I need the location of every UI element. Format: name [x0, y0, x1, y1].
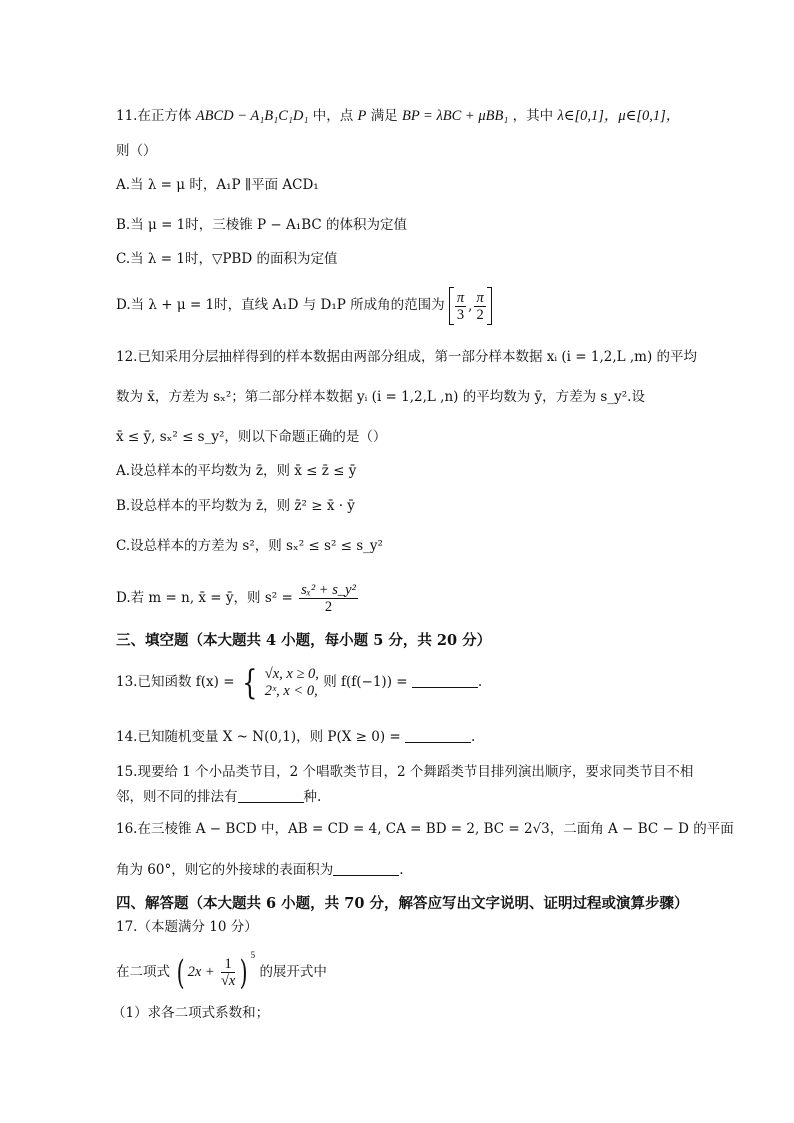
q16-text-a: 角为 60°，则它的外接球的表面积为: [116, 862, 334, 878]
q12-option-c: C.设总样本的方差为 s²，则 sₓ² ≤ s² ≤ s_y²: [116, 538, 383, 554]
q11-ranges: λ∈[0,1]，μ∈[0,1]，: [557, 108, 681, 124]
q15-answer-blank[interactable]: [238, 790, 304, 803]
section-3-heading: 三、填空题（本大题共 4 小题，每小题 5 分，共 20 分）: [116, 632, 492, 649]
q11-option-c: C.当 λ = 1时，▽PBD 的面积为定值: [116, 251, 338, 267]
q17-title: 17.（本题满分 10 分）: [116, 919, 258, 935]
q11-stem-a: 11.在正方体: [116, 108, 192, 124]
q11-then: 则（）: [116, 143, 157, 159]
q12-option-d-text: D.若 m = n, x̄ = ȳ，则 s² =: [116, 590, 293, 606]
q14-answer-blank[interactable]: [405, 730, 471, 743]
q12-line-1: 12.已知采用分层抽样得到的样本数据由两部分组成，第一部分样本数据 xᵢ (i = 1,2,L ,m) 的平均: [116, 349, 698, 365]
q11-interval-right: $\frac{\pi}{2}$: [476, 289, 484, 323]
q16-line-2: [116, 861, 404, 879]
q11-stem-b: 中，点: [312, 108, 354, 124]
q13-brace: {: [242, 662, 258, 703]
q13: 13.已知函数 f(x) = { √x, x ≥ 0, 2ˣ, x < 0, 则 f(f(−1)) = .: [116, 662, 483, 703]
q11-stem-c: 满足: [370, 108, 398, 124]
q14-text: 14.已知随机变量 X ~ N(0,1)，则 P(X ≥ 0) =: [116, 729, 401, 745]
q15-line-2: [116, 788, 321, 806]
q17-paren-open: (: [176, 952, 185, 993]
q13-text-b: 则 f(f(−1)) =: [323, 674, 408, 690]
q17-text-a: 在二项式: [116, 964, 170, 980]
q11-cube: ABCD − A₁B₁C₁D₁: [195, 108, 309, 124]
q15-text-a: 邻，则不同的排法有: [116, 789, 238, 805]
q17-fraction: $\frac{1}{√x}$: [220, 956, 236, 989]
q16-text-b: .: [399, 862, 404, 878]
q17-expression: 2x +: [187, 964, 215, 980]
q15-text-b: 种.: [303, 789, 322, 805]
q11-option-b: B.当 μ = 1时，三棱锥 P − A₁BC 的体积为定值: [116, 217, 407, 233]
q17-stem: [116, 952, 327, 992]
q13-cases: [265, 666, 319, 700]
q13-case-2: 2ˣ, x < 0,: [264, 682, 318, 699]
q17-text-b: 的展开式中: [259, 964, 327, 980]
q11-option-a: A.当 λ = μ 时，A₁P ∥平面 ACD₁: [116, 177, 319, 193]
q11-stem: [116, 107, 680, 125]
q13-case-1: √x, x ≥ 0,: [264, 665, 319, 682]
q16-line-1: 16.在三棱锥 A − BCD 中，AB = CD = 4, CA = BD = 2, BC = 2√3，二面角 A − BC − D 的平面: [116, 821, 734, 837]
q11-option-d: [116, 286, 492, 325]
q15-line-1: 15.现要给 1 个小品类节目，2 个唱歌类节目，2 个舞蹈类节目排列演出顺序，要求同类节目不相: [116, 764, 694, 780]
q11-point-p: P: [357, 108, 367, 124]
q11-stem-d: ，其中: [512, 108, 554, 124]
q14: 14.已知随机变量 X ~ N(0,1)，则 P(X ≥ 0) = .: [116, 729, 476, 745]
q12-line-2: 数为 x̄，方差为 sₓ²；第二部分样本数据 yᵢ (i = 1,2,L ,n) 的平均数为 ȳ，方差为 s_y².设: [116, 389, 645, 405]
section-4-heading: 四、解答题（本大题共 6 小题，共 70 分，解答应写出文字说明、证明过程或演算步骤）: [116, 895, 689, 912]
q12-option-d-fraction: $\frac{\text{sₓ² + s\_y²}}{2}$: [301, 582, 356, 615]
q12-option-a: A.设总样本的平均数为 z̄，则 x̄ ≤ z̄ ≤ ȳ: [116, 463, 357, 479]
q17-paren-close: ): [240, 952, 248, 993]
q11-option-d-interval: $\frac{\pi}{3}$ , $\frac{\pi}{2}$: [449, 287, 492, 325]
q13-answer-blank[interactable]: [412, 675, 478, 688]
q17-part-1: （1）求各二项式系数和；: [112, 1005, 270, 1021]
q17-power: 5: [250, 950, 256, 960]
q12-option-b: B.设总样本的平均数为 z̄，则 z̄² ≥ x̄ · ȳ: [116, 498, 355, 514]
q12-option-d: [116, 580, 360, 616]
q11-vector-relation: BP = λBC + μBB₁: [401, 108, 509, 124]
q16-answer-blank[interactable]: [333, 863, 399, 876]
q11-option-d-text: D.当 λ + μ = 1时，直线 A₁D 与 D₁P 所成角的范围为: [116, 297, 445, 313]
q13-text-a: 13.已知函数 f(x) =: [116, 674, 235, 690]
q12-line-3: x̄ ≤ ȳ, sₓ² ≤ s_y²，则以下命题正确的是（）: [116, 429, 387, 445]
q11-interval-left: $\frac{\pi}{3}$: [456, 289, 465, 323]
